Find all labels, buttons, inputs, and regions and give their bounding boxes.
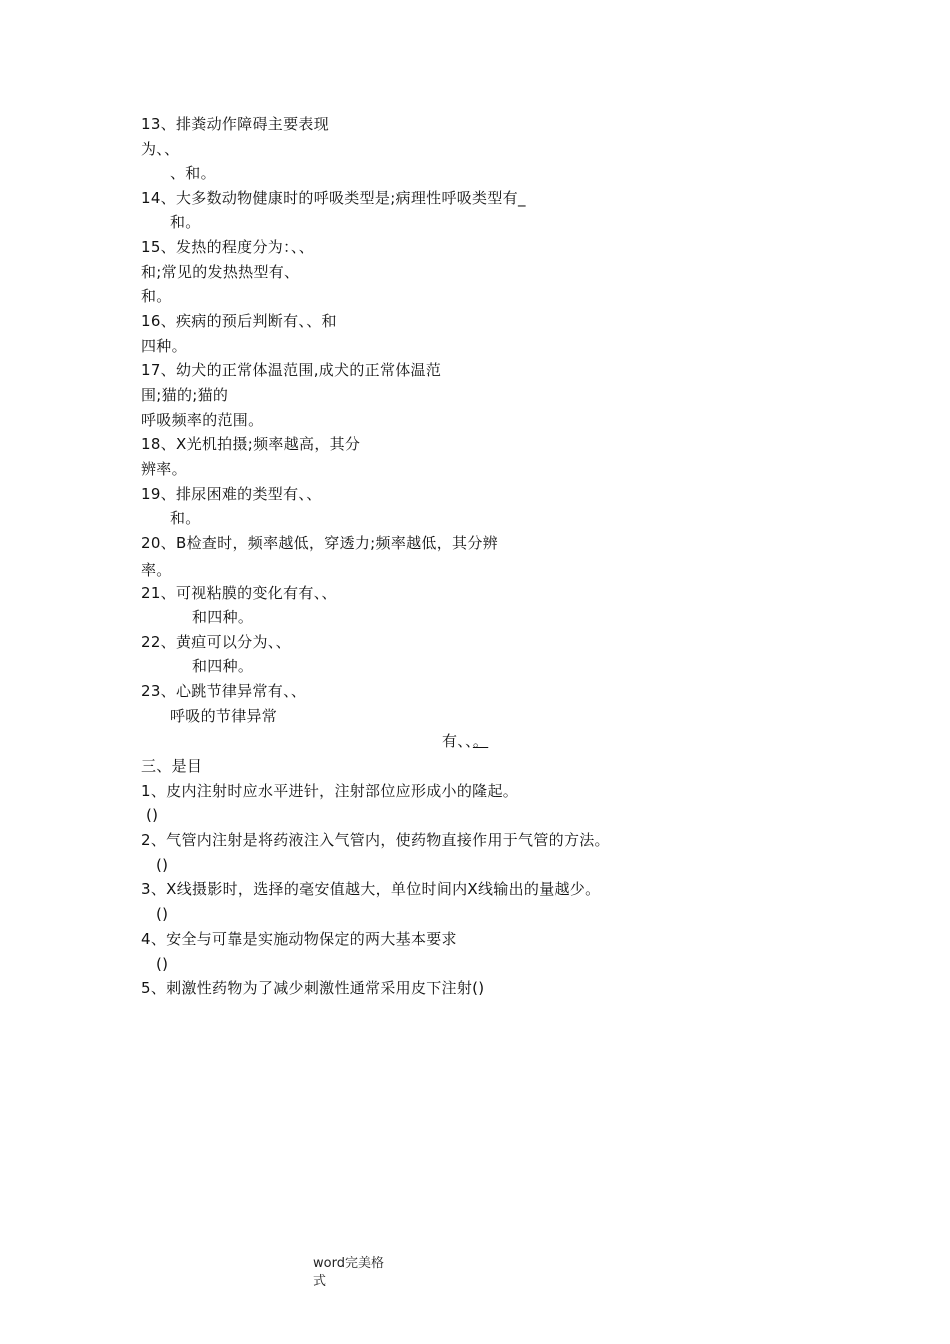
q15-line-1: 15、发热的程度分为：、、: [141, 238, 314, 256]
tf2-answer-blank: (): [156, 856, 169, 874]
tf4-answer-blank: (): [156, 955, 169, 973]
q21-line-1: 21、可视粘膜的变化有有、、: [141, 584, 337, 602]
page-footer: [313, 1255, 384, 1291]
footer-line-1: word完美格: [313, 1256, 384, 1271]
tf3-statement: 3、X线摄影时，选择的毫安值越大，单位时间内X线输出的量越少。: [141, 880, 601, 898]
q15-line-2: 和;常见的发热热型有、: [141, 263, 300, 281]
q17-line-3: 呼吸频率的范围。: [141, 411, 264, 429]
q15-line-3: 和。: [141, 287, 172, 305]
tf4-statement: 4、安全与可靠是实施动物保定的两大基本要求: [141, 930, 457, 948]
q19-line-2: 和。: [170, 509, 201, 527]
q13-line-2: 为、、: [141, 140, 180, 158]
tf1-statement: 1、皮内注射时应水平进针，注射部位应形成小的隆起。: [141, 782, 519, 800]
tf2-statement: 2、气管内注射是将药液注入气管内，使药物直接作用于气管的方法。: [141, 831, 610, 849]
q16-line-1: 16、疾病的预后判断有、、和: [141, 312, 337, 330]
q17-line-1: 17、幼犬的正常体温范围,成犬的正常体温范: [141, 361, 442, 379]
q14-line-1: 14、大多数动物健康时的呼吸类型是;病理性呼吸类型有_: [141, 189, 526, 207]
q14-line-2: 和。: [170, 213, 201, 231]
q20-line-2: 率。: [141, 561, 172, 579]
q16-line-2: 四种。: [141, 337, 187, 355]
footer-line-2: 式: [313, 1274, 327, 1289]
q23-line-1: 23、心跳节律异常有、、: [141, 682, 307, 700]
q22-line-1: 22、黄疸可以分为、、: [141, 633, 291, 651]
tf1-answer-blank: (): [146, 806, 159, 824]
q20-line-1: 20、B检查时，频率越低，穿透力;频率越低，其分辨: [141, 534, 498, 552]
q21-line-2: 和四种。: [192, 608, 254, 626]
q13-line-3: 、和。: [170, 164, 216, 182]
q17-line-2: 围;猫的;猫的: [141, 386, 229, 404]
q19-line-1: 19、排尿困难的类型有、、: [141, 485, 322, 503]
q23-line-3: [442, 731, 500, 751]
q18-line-2: 辨率。: [141, 460, 187, 478]
q13-line-1: 13、排粪动作障碍主要表现: [141, 115, 329, 133]
tf3-answer-blank: (): [156, 905, 169, 923]
section-heading: 三、是目: [141, 757, 203, 775]
tf5-statement: 5、刺激性药物为了减少刺激性通常采用皮下注射(): [141, 979, 485, 997]
q23-underlined-blank: 。: [472, 732, 489, 750]
q23-line-3-text: 有、、: [442, 732, 473, 750]
q23-line-2: 呼吸的节律异常: [170, 707, 278, 725]
q18-line-1: 18、X光机拍摄;频率越高，其分: [141, 435, 361, 453]
q22-line-2: 和四种。: [192, 657, 254, 675]
